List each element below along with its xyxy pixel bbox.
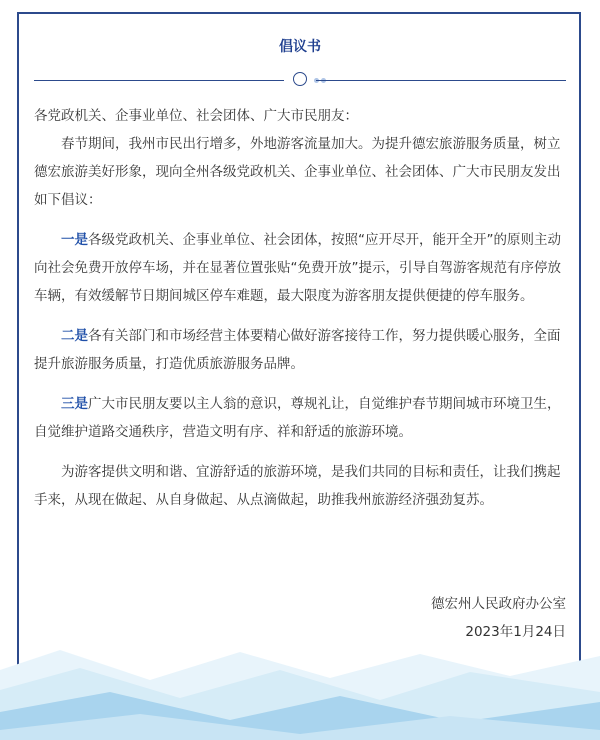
signature-date: 2023年1月24日 [465,624,566,640]
intro-paragraph: 春节期间，我州市民出行增多，外地游客流量加大。为提升德宏旅游服务质量，树立德宏旅游美好形象，现向全州各级党政机关、企事业单位、社会团体、广大市民朋友发出如下倡议： [34,136,561,208]
divider-line-right [316,80,566,81]
proposal-1 [34,226,568,310]
title-divider [34,76,566,86]
proposal-1-lead: 一是 [61,232,88,248]
proposal-2-lead: 二是 [61,328,88,344]
divider-dots-icon [314,78,326,84]
proposal-2-text: 各有关部门和市场经营主体要精心做好游客接待工作，努力提供暖心服务，全面提升旅游服务质量，打造优质旅游服务品牌。 [34,328,561,372]
bottom-wave-decoration [0,640,600,740]
divider-circle-icon [293,72,307,86]
proposal-3-text: 广大市民朋友要以主人翁的意识，尊规礼让，自觉维护春节期间城市环境卫生，自觉维护道路交通秩序，营造文明有序、祥和舒适的旅游环境。 [34,396,561,440]
greeting: 各党政机关、企事业单位、社会团体、广大市民朋友： [34,108,358,124]
proposal-3-lead: 三是 [61,396,88,412]
closing-paragraph: 为游客提供文明和谐、宜游舒适的旅游环境，是我们共同的目标和责任，让我们携起手来，从现在做起、从自身做起、从点滴做起，助推我州旅游经济强劲复苏。 [34,464,561,508]
signature-org: 德宏州人民政府办公室 [431,596,566,612]
proposal-2 [34,322,568,378]
proposal-1-text: 各级党政机关、企事业单位、社会团体，按照“应开尽开，能开全开”的原则主动向社会免费开放停车场，并在显著位置张贴“免费开放”提示，引导自驾游客规范有序停放车辆，有效缓解节日期间城区停车难题，最大限度为游客朋友提供便捷的停车服务。 [34,232,561,304]
document-body [34,102,568,514]
divider-line-left [34,80,284,81]
document-title: 倡议书 [279,39,321,55]
proposal-3 [34,390,568,446]
